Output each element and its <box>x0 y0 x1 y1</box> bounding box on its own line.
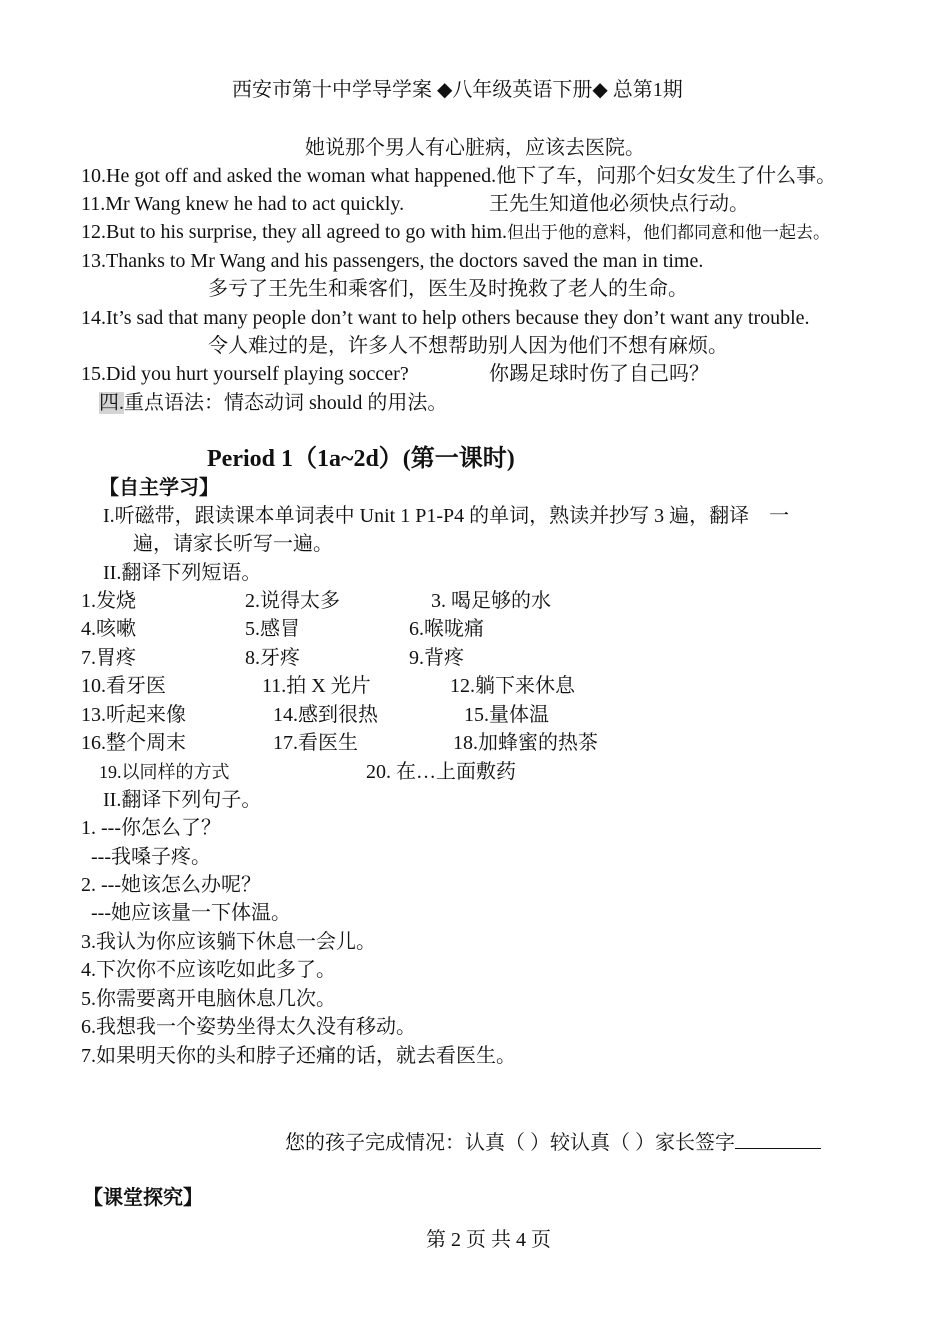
sentence-15-cn: 你踢足球时伤了自己吗？ <box>489 363 709 385</box>
phrase-15: 15.量体温 <box>464 704 549 726</box>
translate-1-q: 1. ---你怎么了？ <box>81 817 221 839</box>
phrase-13: 13.听起来像 <box>81 704 186 726</box>
task2-heading: II.翻译下列短语。 <box>103 562 262 584</box>
phrase-9: 9.背疼 <box>409 647 464 669</box>
phrase-14: 14.感到很热 <box>273 704 378 726</box>
phrase-4: 4.咳嗽 <box>81 618 136 640</box>
phrase-18: 18.加蜂蜜的热茶 <box>453 732 598 754</box>
phrase-16: 16.整个周末 <box>81 732 186 754</box>
translate-5: 5.你需要离开电脑休息几次。 <box>81 988 336 1010</box>
grammar-number: 四. <box>99 392 124 414</box>
task1-line2: 遍，请家长听写一遍。 <box>133 533 333 555</box>
sentence-13-cn: 多亏了王先生和乘客们，医生及时挽救了老人的生命。 <box>208 278 688 300</box>
phrase-19 <box>99 762 230 782</box>
phrase-2: 2.说得太多 <box>245 590 340 612</box>
sentence-12-en: 12.But to his surprise, they all agreed to go with him. <box>81 221 508 243</box>
grammar-text: 重点语法：情态动词 should 的用法。 <box>124 392 448 414</box>
sentence-11-en: 11.Mr Wang knew he had to act quickly. <box>81 193 405 215</box>
sentence-14-cn: 令人难过的是，许多人不想帮助别人因为他们不想有麻烦。 <box>208 335 728 357</box>
translate-3: 3.我认为你应该躺下休息一会儿。 <box>81 931 376 953</box>
class-explore-heading: 【课堂探究】 <box>83 1187 203 1209</box>
signature-blank[interactable] <box>735 1130 821 1149</box>
translate-2-q: 2. ---她该怎么办呢？ <box>81 874 261 896</box>
translate-1-a: ---我嗓子疼。 <box>91 846 211 868</box>
phrase-11: 11.拍 X 光片 <box>262 675 371 697</box>
sentence-10 <box>81 166 836 186</box>
grammar-point <box>99 393 447 413</box>
phrase-20: 20. 在…上面敷药 <box>366 761 516 783</box>
sentence-12 <box>81 222 830 242</box>
sentence-10-en: 10.He got off and asked the woman what happened. <box>81 165 497 187</box>
phrase-12: 12.躺下来休息 <box>450 675 575 697</box>
phrase-1: 1.发烧 <box>81 590 136 612</box>
sentence-10-cn: 他下了车，问那个妇女发生了什么事。 <box>496 165 837 187</box>
phrase-8: 8.牙疼 <box>245 647 300 669</box>
sentence-9-cn: 她说那个男人有心脏病，应该去医院。 <box>305 137 645 159</box>
parent-check-text: 您的孩子完成情况：认真（ ）较认真（ ）家长签字 <box>285 1132 735 1154</box>
page-footer: 第 2 页 共 4 页 <box>426 1229 551 1251</box>
phrase-7: 7.胃疼 <box>81 647 136 669</box>
sentence-12-cn: 但出于他的意料，他们都同意和他一起去。 <box>507 223 831 242</box>
phrase-17: 17.看医生 <box>273 732 358 754</box>
translate-6: 6.我想我一个姿势坐得太久没有移动。 <box>81 1016 416 1038</box>
task1-line1: I.听磁带，跟读课本单词表中 Unit 1 P1-P4 的单词，熟读并抄写 3 遍，翻译 一 <box>103 505 790 527</box>
phrase-6: 6.喉咙痛 <box>409 618 484 640</box>
sentence-13-en: 13.Thanks to Mr Wang and his passengers, the doctors saved the man in time. <box>81 250 704 272</box>
phrase-3: 3. 喝足够的水 <box>431 590 551 612</box>
sentence-11-cn: 王先生知道他必须快点行动。 <box>489 193 749 215</box>
translate-2-a: ---她应该量一下体温。 <box>91 902 291 924</box>
sentence-15-en: 15.Did you hurt yourself playing soccer? <box>81 363 409 385</box>
translate-7: 7.如果明天你的头和脖子还痛的话，就去看医生。 <box>81 1045 516 1067</box>
task3-heading: II.翻译下列句子。 <box>103 789 262 811</box>
phrase-10: 10.看牙医 <box>81 675 166 697</box>
self-study-heading: 【自主学习】 <box>99 477 219 499</box>
period-title: Period 1（1a~2d）(第一课时) <box>207 446 515 472</box>
parent-check <box>285 1130 821 1153</box>
sentence-14-en: 14.It’s sad that many people don’t want to help others because they don’t want any trouble. <box>81 307 810 329</box>
phrase-5: 5.感冒 <box>245 618 300 640</box>
phrase-19-text: 19.以同样的方式 <box>99 762 230 782</box>
translate-4: 4.下次你不应该吃如此多了。 <box>81 959 336 981</box>
page-header: 西安市第十中学导学案 ◆八年级英语下册◆ 总第1期 <box>232 79 683 101</box>
